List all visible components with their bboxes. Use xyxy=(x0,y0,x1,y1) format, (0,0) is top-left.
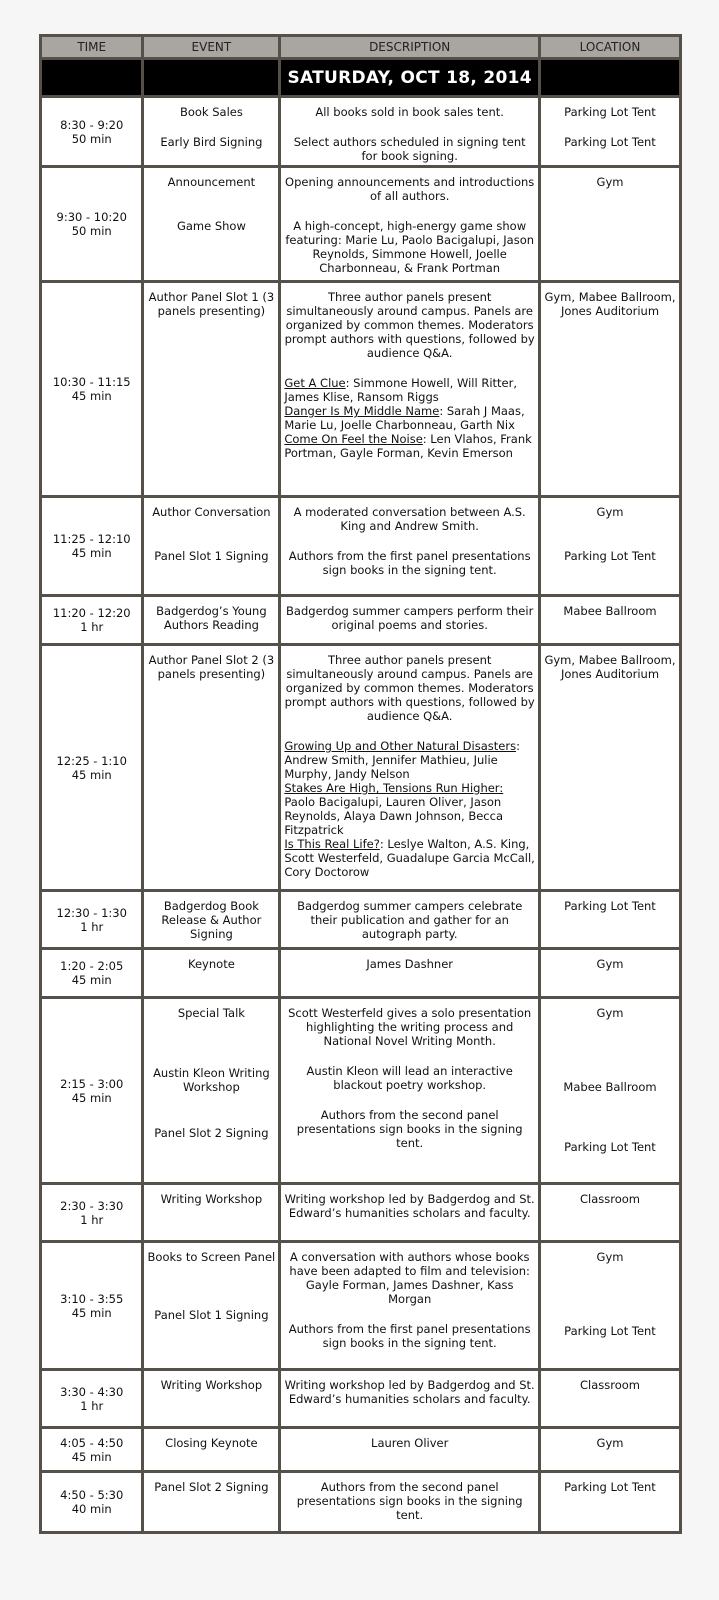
event-location: Gym xyxy=(596,957,624,971)
duration: 45 min xyxy=(71,1305,112,1320)
event-cell xyxy=(143,1472,280,1533)
event-description: Three author panels present simultaneously around campus. Panels are organized by common themes. Moderators prompt authors with questions, followed by audience Q&A. xyxy=(284,290,535,360)
location-cell xyxy=(540,167,681,282)
panel-item xyxy=(284,837,535,879)
event-location: Gym, Mabee Ballroom, Jones Auditorium xyxy=(544,653,676,681)
time-cell xyxy=(41,1428,143,1472)
event-name: Panel Slot 1 Signing xyxy=(154,1308,269,1322)
day-spacer xyxy=(540,59,681,97)
event-name: Keynote xyxy=(188,957,235,971)
event-cell xyxy=(143,97,280,167)
event-description: Badgerdog summer campers celebrate their publication and gather for an autograph party. xyxy=(297,899,523,941)
event-name: Early Bird Signing xyxy=(160,135,263,149)
event-cell xyxy=(143,645,280,891)
event-cell xyxy=(143,1184,280,1242)
event-name: Writing Workshop xyxy=(160,1378,263,1392)
event-name: Panel Slot 2 Signing xyxy=(154,1480,269,1494)
description-cell xyxy=(280,891,540,949)
event-location: Parking Lot Tent xyxy=(564,1480,656,1494)
event-name: Author Conversation xyxy=(152,505,271,519)
event-name: Panel Slot 1 Signing xyxy=(154,549,269,563)
schedule-row xyxy=(41,645,681,891)
event-location: Mabee Ballroom xyxy=(563,1080,657,1094)
time-cell xyxy=(41,596,143,645)
time-range: 9:30 - 10:20 xyxy=(56,210,127,224)
panel-authors: : Sarah J Maas, Marie Lu, Joelle Charbonneau, Garth Nix xyxy=(284,404,525,432)
event-description: All books sold in book sales tent. xyxy=(315,105,504,119)
event-cell xyxy=(143,891,280,949)
description-cell xyxy=(280,497,540,596)
event-name: Author Panel Slot 2 (3 panels presenting) xyxy=(148,653,275,681)
panel-item xyxy=(284,376,535,404)
location-cell xyxy=(540,1184,681,1242)
panel-item xyxy=(284,781,535,837)
duration: 50 min xyxy=(71,131,112,146)
duration: 45 min xyxy=(71,767,112,782)
event-description: Three author panels present simultaneously around campus. Panels are organized by common themes. Moderators prompt authors with questions, followed by audience Q&A. xyxy=(284,653,535,723)
panel-list xyxy=(284,376,535,460)
event-cell xyxy=(143,596,280,645)
event-name: Austin Kleon Writing Workshop xyxy=(153,1066,270,1094)
panel-item xyxy=(284,404,535,432)
panel-authors: Paolo Bacigalupi, Lauren Oliver, Jason Reynolds, Alaya Dawn Johnson, Becca Fitzpatrick xyxy=(284,795,503,837)
event-name: Books to Screen Panel xyxy=(147,1250,276,1264)
time-cell xyxy=(41,645,143,891)
description-cell xyxy=(280,998,540,1184)
panel-authors: : Simmone Howell, Will Ritter, James Klise, Ransom Riggs xyxy=(284,376,517,404)
time-range: 2:15 - 3:00 xyxy=(60,1076,124,1091)
location-cell xyxy=(540,1472,681,1533)
panel-list xyxy=(284,739,535,879)
event-description: Badgerdog summer campers perform their original poems and stories. xyxy=(286,604,534,632)
event-description: A high-concept, high-energy game show featuring: Marie Lu, Paolo Bacigalupi, Jason Reynolds, Simmone Howell, Joelle Charbonneau, & Frank Portman xyxy=(285,219,535,275)
description-cell xyxy=(280,282,540,497)
event-name: Badgerdog Book Release & Author Signing xyxy=(161,899,262,941)
event-description: James Dashner xyxy=(366,957,453,971)
schedule-row xyxy=(41,497,681,596)
duration: 1 hr xyxy=(80,620,104,634)
event-location: Parking Lot Tent xyxy=(564,1324,656,1338)
event-cell xyxy=(143,998,280,1184)
description-cell xyxy=(280,596,540,645)
header-description: DESCRIPTION xyxy=(280,36,540,59)
location-cell xyxy=(540,1370,681,1428)
duration: 45 min xyxy=(71,1090,112,1105)
event-description: Authors from the second panel presentations sign books in the signing tent. xyxy=(296,1108,523,1150)
time-range: 4:50 - 5:30 xyxy=(60,1488,124,1502)
event-location: Classroom xyxy=(579,1378,640,1392)
panel-title: Growing Up and Other Natural Disasters xyxy=(284,739,517,753)
event-name: Special Talk xyxy=(177,1006,245,1020)
location-cell xyxy=(540,596,681,645)
event-description: Select authors scheduled in signing tent for book signing. xyxy=(293,135,526,163)
description-cell xyxy=(280,1242,540,1370)
event-description: Opening announcements and introductions of all authors. xyxy=(285,175,535,203)
event-cell xyxy=(143,949,280,998)
event-name: Announcement xyxy=(167,175,256,189)
event-name: Badgerdog’s Young Authors Reading xyxy=(156,604,267,632)
description-cell xyxy=(280,1370,540,1428)
panel-title: Is This Real Life? xyxy=(284,837,380,851)
duration: 1 hr xyxy=(80,1398,104,1413)
event-description: Lauren Oliver xyxy=(371,1436,449,1450)
location-cell xyxy=(540,1242,681,1370)
time-range: 1:20 - 2:05 xyxy=(60,959,124,973)
event-description: Authors from the second panel presentations sign books in the signing tent. xyxy=(296,1480,523,1522)
event-location: Gym, Mabee Ballroom, Jones Auditorium xyxy=(544,290,676,318)
event-description: A conversation with authors whose books have been adapted to film and television: Gayle Forman, James Dashner, Kass Morgan xyxy=(289,1250,530,1306)
duration: 40 min xyxy=(71,1502,112,1516)
description-cell xyxy=(280,949,540,998)
description-cell xyxy=(280,1184,540,1242)
schedule-row xyxy=(41,998,681,1184)
event-description: A moderated conversation between A.S. King and Andrew Smith. xyxy=(293,505,526,533)
schedule-row xyxy=(41,949,681,998)
day-row xyxy=(41,59,681,97)
panel-authors: : Len Vlahos, Frank Portman, Gayle Forman, Kevin Emerson xyxy=(284,432,532,460)
event-location: Parking Lot Tent xyxy=(564,1140,656,1154)
location-cell xyxy=(540,645,681,891)
description-cell xyxy=(280,1428,540,1472)
location-cell xyxy=(540,497,681,596)
event-cell xyxy=(143,1370,280,1428)
event-location: Gym xyxy=(596,1250,624,1264)
event-location: Mabee Ballroom xyxy=(563,604,657,618)
time-range: 2:30 - 3:30 xyxy=(60,1198,124,1213)
panel-title: Get A Clue xyxy=(284,376,346,390)
event-location: Gym xyxy=(596,175,624,189)
time-cell xyxy=(41,998,143,1184)
schedule-row xyxy=(41,282,681,497)
schedule-row xyxy=(41,891,681,949)
time-range: 3:30 - 4:30 xyxy=(60,1384,124,1399)
time-cell xyxy=(41,1472,143,1533)
panel-title: Come On Feel the Noise xyxy=(284,432,423,446)
event-location: Parking Lot Tent xyxy=(564,899,656,913)
time-range: 8:30 - 9:20 xyxy=(60,117,124,132)
location-cell xyxy=(540,891,681,949)
time-cell xyxy=(41,949,143,998)
duration: 45 min xyxy=(71,546,112,560)
event-name: Book Sales xyxy=(179,105,243,119)
duration: 45 min xyxy=(71,1449,112,1464)
panel-item xyxy=(284,739,535,781)
time-cell xyxy=(41,1370,143,1428)
panel-title: Danger Is My Middle Name xyxy=(284,404,440,418)
event-name: Game Show xyxy=(176,219,246,233)
description-cell xyxy=(280,1472,540,1533)
time-range: 12:30 - 1:30 xyxy=(56,905,127,920)
day-title: SATURDAY, OCT 18, 2014 xyxy=(280,59,540,97)
event-name: Author Panel Slot 1 (3 panels presenting) xyxy=(148,290,275,318)
time-cell xyxy=(41,97,143,167)
event-cell xyxy=(143,282,280,497)
event-location: Parking Lot Tent xyxy=(564,105,656,119)
schedule-row xyxy=(41,596,681,645)
time-cell xyxy=(41,497,143,596)
duration: 45 min xyxy=(71,973,112,987)
time-range: 11:25 - 12:10 xyxy=(52,532,131,546)
event-description: Authors from the first panel presentations sign books in the signing tent. xyxy=(288,1322,531,1350)
event-cell xyxy=(143,167,280,282)
event-name: Writing Workshop xyxy=(160,1192,263,1206)
panel-authors: : Andrew Smith, Jennifer Mathieu, Julie Murphy, Jandy Nelson xyxy=(284,739,520,781)
schedule-table xyxy=(39,34,682,1534)
event-cell xyxy=(143,1242,280,1370)
location-cell xyxy=(540,1428,681,1472)
schedule-row xyxy=(41,1184,681,1242)
duration: 1 hr xyxy=(80,919,104,934)
event-name: Closing Keynote xyxy=(165,1436,258,1450)
description-cell xyxy=(280,167,540,282)
time-range: 3:10 - 3:55 xyxy=(60,1291,124,1306)
time-cell xyxy=(41,1184,143,1242)
location-cell xyxy=(540,282,681,497)
time-range: 12:25 - 1:10 xyxy=(56,753,127,768)
location-cell xyxy=(540,97,681,167)
event-description: Authors from the first panel presentations sign books in the signing tent. xyxy=(288,549,531,577)
schedule-row xyxy=(41,167,681,282)
time-cell xyxy=(41,282,143,497)
description-cell xyxy=(280,645,540,891)
event-location: Parking Lot Tent xyxy=(564,549,656,563)
event-description: Austin Kleon will lead an interactive blackout poetry workshop. xyxy=(306,1064,513,1092)
event-location: Gym xyxy=(596,1436,624,1450)
schedule-row xyxy=(41,1472,681,1533)
panel-item xyxy=(284,432,535,460)
event-location: Parking Lot Tent xyxy=(564,135,656,149)
description-cell xyxy=(280,97,540,167)
time-range: 4:05 - 4:50 xyxy=(60,1435,124,1450)
event-description: Writing workshop led by Badgerdog and St. Edward’s humanities scholars and faculty. xyxy=(284,1378,535,1406)
event-description: Writing workshop led by Badgerdog and St. Edward’s humanities scholars and faculty. xyxy=(284,1192,535,1220)
event-location: Gym xyxy=(596,1006,624,1020)
event-location: Gym xyxy=(596,505,624,519)
event-cell xyxy=(143,497,280,596)
duration: 50 min xyxy=(71,224,112,238)
header-location: LOCATION xyxy=(540,36,681,59)
event-name: Panel Slot 2 Signing xyxy=(154,1126,269,1140)
day-spacer xyxy=(41,59,143,97)
time-cell xyxy=(41,891,143,949)
schedule-row xyxy=(41,1242,681,1370)
day-spacer xyxy=(143,59,280,97)
header-time: TIME xyxy=(41,36,143,59)
schedule-row xyxy=(41,1428,681,1472)
header-row xyxy=(41,36,681,59)
header-event: EVENT xyxy=(143,36,280,59)
event-description: Scott Westerfeld gives a solo presentation highlighting the writing process and National Novel Writing Month. xyxy=(288,1006,532,1048)
event-location: Classroom xyxy=(579,1192,640,1206)
schedule-row xyxy=(41,97,681,167)
panel-authors: : Leslye Walton, A.S. King, Scott Westerfeld, Guadalupe Garcia McCall, Cory Doctorow xyxy=(284,837,535,879)
duration: 1 hr xyxy=(80,1212,104,1227)
time-range: 11:20 - 12:20 xyxy=(52,606,131,620)
location-cell xyxy=(540,949,681,998)
time-range: 10:30 - 11:15 xyxy=(52,375,131,389)
event-cell xyxy=(143,1428,280,1472)
time-cell xyxy=(41,167,143,282)
location-cell xyxy=(540,998,681,1184)
duration: 45 min xyxy=(71,389,112,403)
time-cell xyxy=(41,1242,143,1370)
panel-title: Stakes Are High, Tensions Run Higher: xyxy=(284,781,504,795)
schedule-row xyxy=(41,1370,681,1428)
